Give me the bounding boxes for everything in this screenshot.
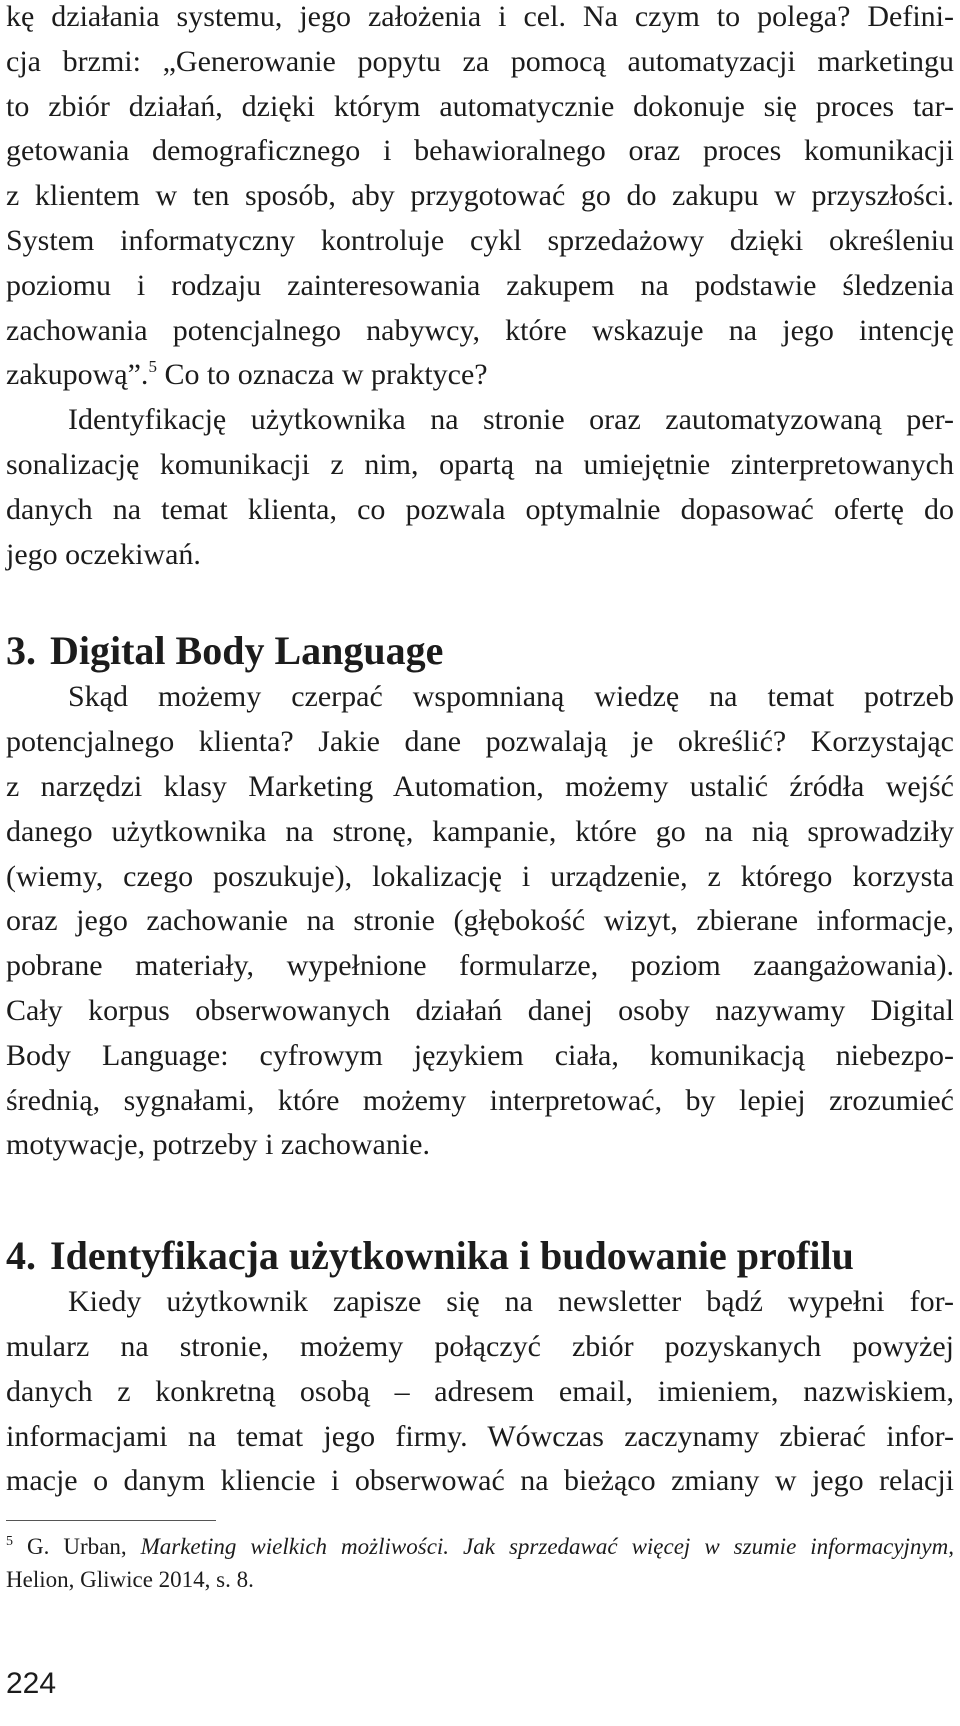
text-line	[6, 353, 954, 398]
text-line: (wiemy, czego poszukuje), lokalizację i urządzenie, z którego korzysta	[6, 859, 954, 893]
text-line: Skąd możemy czerpać wspomnianą wiedzę na temat potrzeb	[68, 680, 954, 714]
text-line: z narzędzi klasy Marketing Automation, możemy ustalić źródła wejść	[6, 769, 954, 803]
text-line: Identyfikację użytkownika na stronie oraz zautomatyzowaną per-	[68, 403, 954, 437]
text-line: zachowania potencjalnego nabywcy, które wskazuje na jego intencję	[6, 313, 954, 347]
footnote-title: Marketing wielkich możliwości. Jak sprzedawać więcej w szumie informacyjnym,	[140, 1534, 954, 1559]
text-line: System informatyczny kontroluje cykl sprzedażowy dzięki określeniu	[6, 223, 954, 257]
text-line: potencjalnego klienta? Jakie dane pozwalają je określić? Korzystając	[6, 725, 954, 759]
paragraph-digital-body-language	[6, 675, 954, 1168]
paragraph-intro	[6, 0, 954, 577]
text-line: jego oczekiwań.	[6, 537, 201, 571]
section-number: 3.	[6, 628, 36, 674]
footnote-line	[6, 1530, 954, 1563]
text-line: pobrane materiały, wypełnione formularze, poziom zaangażowania).	[6, 949, 954, 983]
text-line: danych na temat klienta, co pozwala optymalnie dopasować ofertę do	[6, 492, 954, 526]
text-line: getowania demograficznego i behawioralnego oraz proces komunikacji	[6, 134, 954, 168]
text-line: oraz jego zachowanie na stronie (głębokość wizyt, zbierane informacje,	[6, 904, 954, 938]
footnote	[6, 1530, 954, 1596]
question: Co to oznacza w praktyce?	[156, 358, 488, 392]
text-line: Cały korpus obserwowanych działań danej osoby nazywamy Digital	[6, 993, 954, 1027]
text-line: Body Language: cyfrowym językiem ciała, komunikacją niebezpo-	[6, 1038, 954, 1072]
text-line: to zbiór działań, dzięki którym automatycznie dokonuje się proces tar-	[6, 89, 954, 123]
text-line: mularz na stronie, możemy połączyć zbiór pozyskanych powyżej	[6, 1329, 954, 1363]
text-line: danego użytkownika na stronę, kampanie, które go na nią sprowadziły	[6, 814, 954, 848]
text-line: średnią, sygnałami, które możemy interpretować, by lepiej zrozumieć	[6, 1083, 954, 1117]
page-number: 224	[6, 1667, 57, 1700]
paragraph-identification	[6, 1280, 954, 1504]
section-title: Identyfikacja użytkownika i budowanie profilu	[50, 1233, 854, 1279]
page-body	[6, 0, 954, 1504]
text-line: Kiedy użytkownik zapisze się na newsletter bądź wypełni for-	[68, 1285, 954, 1319]
quote-end: zakupową”.	[6, 358, 149, 392]
text-line: sonalizację komunikacji z nim, opartą na umiejętnie zinterpretowanych	[6, 447, 954, 481]
text-line: macje o danym kliencie i obserwować na bieżąco zmiany w jego relacji	[6, 1464, 954, 1498]
footnote-publisher: Helion, Gliwice 2014, s. 8.	[6, 1567, 254, 1592]
text-line: danych z konkretną osobą – adresem email, imieniem, nazwiskiem,	[6, 1374, 954, 1408]
footnote-divider	[6, 1520, 216, 1521]
section-heading	[6, 627, 954, 675]
footnote-author: G. Urban,	[13, 1534, 141, 1559]
section-number: 4.	[6, 1233, 36, 1279]
text-line: z klientem w ten sposób, aby przygotować go do zakupu w przyszłości.	[6, 179, 954, 213]
text-line: motywacje, potrzeby i zachowanie.	[6, 1128, 430, 1162]
text-line: poziomu i rodzaju zainteresowania zakupem na podstawie śledzenia	[6, 268, 954, 302]
section-title: Digital Body Language	[50, 628, 444, 674]
footnote-ref: 5	[148, 357, 157, 377]
section-heading	[6, 1232, 954, 1280]
footnote-number: 5	[6, 1534, 13, 1549]
text-line: informacjami na temat jego firmy. Wówczas zaczynamy zbierać infor-	[6, 1419, 954, 1453]
text-line: cja brzmi: „Generowanie popytu za pomocą automatyzacji marketingu	[6, 44, 954, 78]
text-line: kę działania systemu, jego założenia i cel. Na czym to polega? Defini-	[6, 0, 954, 33]
